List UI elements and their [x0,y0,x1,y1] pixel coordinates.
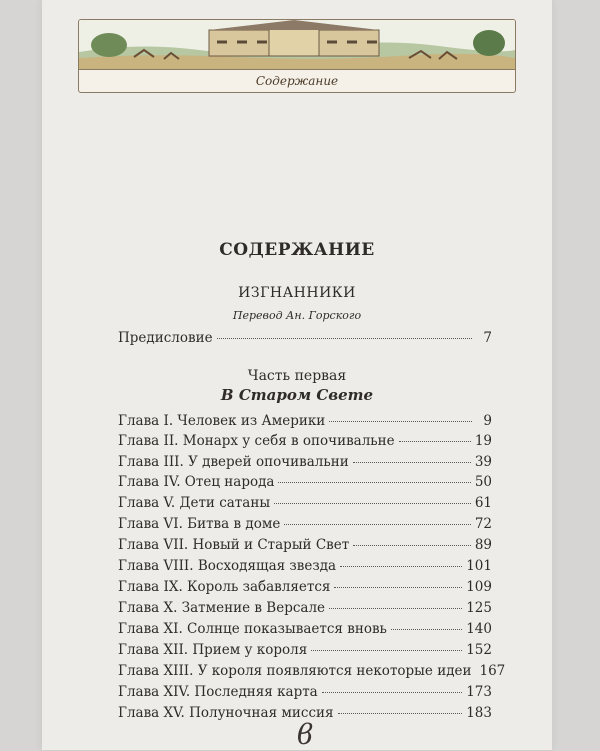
dot-leader [284,524,470,525]
chapter-title: Глава IX. Король забавляется [118,579,331,595]
dot-leader [353,545,471,546]
dot-leader [329,608,462,609]
dot-leader [274,503,471,504]
palace-landscape-illustration [79,20,515,70]
dot-leader [334,587,462,588]
dot-leader [353,462,471,463]
chapter-page-number: 9 [483,413,492,429]
chapter-title: Глава V. Дети сатаны [118,495,271,511]
translator-credit: Перевод Ан. Горского [232,309,362,322]
toc-chapter-6[interactable] [118,516,492,536]
toc-chapter-1[interactable] [118,413,492,433]
chapter-page-number: 72 [474,516,492,532]
part-subtitle: В Старом Свете [220,386,374,404]
toc-chapter-9[interactable] [118,579,492,599]
chapter-page-number: 125 [466,600,492,616]
dot-leader [322,692,462,693]
dot-leader [217,338,472,339]
part-title: Часть первая [247,368,347,384]
preface-label: Предисловие [118,330,213,346]
toc-chapter-7[interactable] [118,537,492,557]
chapter-title: Глава VII. Новый и Старый Свет [118,537,350,553]
chapter-title: Глава III. У дверей опочивальни [118,454,349,470]
header-illustration [78,19,516,93]
dot-leader [340,566,462,567]
chapter-title: Глава VIII. Восходящая звезда [118,558,337,574]
section-title: ИЗГНАННИКИ [238,285,356,301]
chapter-page-number: 140 [466,621,492,637]
decorative-bottom-flourish: ϐ [297,718,314,751]
dot-leader [338,713,463,714]
chapter-title: Глава I. Человек из Америки [118,413,326,429]
toc-chapter-11[interactable] [118,621,492,641]
contents-title: СОДЕРЖАНИЕ [219,240,375,260]
chapter-title: Глава XI. Солнце показывается вновь [118,621,387,637]
book-page [42,0,552,750]
chapter-title: Глава XIV. Последняя карта [118,684,318,700]
toc-chapter-4[interactable] [118,474,492,494]
toc-chapter-2[interactable] [118,433,492,453]
dot-leader [391,629,462,630]
dot-leader [399,441,471,442]
dot-leader [311,650,462,651]
chapter-title: Глава XII. Прием у короля [118,642,308,658]
chapter-page-number: 183 [466,705,492,721]
chapter-page-number: 173 [466,684,492,700]
chapter-page-number: 89 [474,537,492,553]
chapter-title: Глава II. Монарх у себя в опочивальне [118,433,395,449]
toc-chapter-10[interactable] [118,600,492,620]
chapter-page-number: 19 [474,433,492,449]
chapter-page-number: 152 [466,642,492,658]
chapter-page-number: 50 [474,474,492,490]
chapter-page-number: 109 [466,579,492,595]
toc-chapter-8[interactable] [118,558,492,578]
chapter-title: Глава XIII. У короля появляются некоторые идеи [118,663,472,679]
dot-leader [329,421,472,422]
chapter-title: Глава XV. Полуночная миссия [118,705,334,721]
toc-chapter-12[interactable] [118,642,492,662]
header-caption: Содержание [79,69,515,92]
preface-page-number: 7 [483,330,492,346]
chapter-title: Глава IV. Отец народа [118,474,275,490]
chapter-title: Глава VI. Битва в доме [118,516,281,532]
chapter-page-number: 39 [474,454,492,470]
chapter-page-number: 167 [479,663,506,679]
toc-chapter-5[interactable] [118,495,492,515]
chapter-page-number: 101 [466,558,492,574]
toc-preface[interactable] [118,330,492,350]
chapter-page-number: 61 [474,495,492,511]
toc-chapter-13[interactable] [118,663,506,683]
toc-chapter-3[interactable] [118,454,492,474]
dot-leader [278,482,470,483]
chapter-title: Глава X. Затмение в Версале [118,600,326,616]
toc-chapter-14[interactable] [118,684,492,704]
